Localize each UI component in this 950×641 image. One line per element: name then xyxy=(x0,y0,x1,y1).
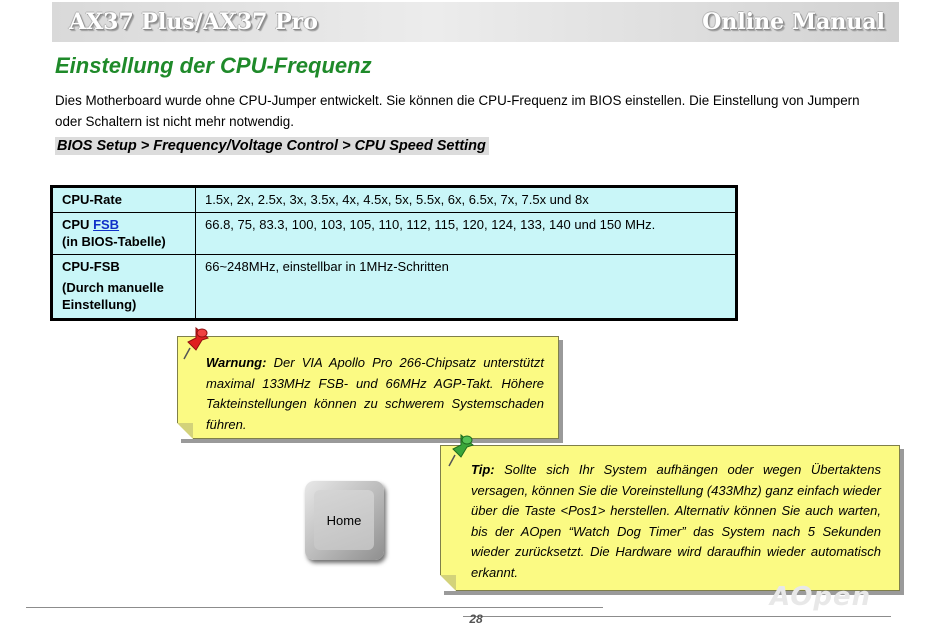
row-label xyxy=(52,187,196,213)
online-manual-title: Online Manual xyxy=(702,9,885,35)
table-row xyxy=(52,187,737,213)
row-label-text: CPU-FSB xyxy=(62,259,120,274)
tip-text: Sollte sich Ihr System aufhängen oder wegen Übertaktens versagen, können Sie die Voreinstellung (433Mhz) ganz einfach wieder über die Taste <Pos1> herstellen. Alternativ können Sie auch warten, bis der AOpen “Watch Dog Timer” das System nach 5 Sekunden wieder zurücksetzt. Die Hardware wird daraufhin wieder automatisch erkannt. xyxy=(471,462,881,580)
green-pushpin-icon xyxy=(447,433,477,467)
aopen-logo-watermark: AOpen xyxy=(770,582,872,612)
page-number: 28 xyxy=(469,612,483,626)
home-button-label: Home xyxy=(326,512,362,528)
table-row xyxy=(52,213,737,255)
tip-lead: Tip: xyxy=(471,462,495,477)
tip-note xyxy=(440,445,900,591)
warning-text: Der VIA Apollo Pro 266-Chipsatz unterstützt maximal 133MHz FSB- und 66MHz AGP-Takt. Höhere Takteinstellungen können zu schwerem Systemschaden führen. xyxy=(206,355,544,432)
warning-lead: Warnung: xyxy=(206,355,267,370)
footer-divider xyxy=(26,607,603,608)
row-value: 1.5x, 2x, 2.5x, 3x, 3.5x, 4x, 4.5x, 5x, 5.5x, 6x, 6.5x, 7x, 7.5x und 8x xyxy=(196,187,737,213)
row-label-note: (in BIOS-Tabelle) xyxy=(62,234,166,249)
page-fold-corner xyxy=(177,423,193,439)
intro-paragraph: Dies Motherboard wurde ohne CPU-Jumper entwickelt. Sie können die CPU-Frequenz im BIOS einstellen. Die Einstellung von Jumpern oder Schaltern ist nicht mehr notwendig. xyxy=(55,93,860,129)
row-value: 66.8, 75, 83.3, 100, 103, 105, 110, 112, 115, 120, 124, 133, 140 und 150 MHz. xyxy=(196,213,737,255)
page-fold-corner xyxy=(440,575,456,591)
fsb-link[interactable]: FSB xyxy=(93,217,120,232)
table-row xyxy=(52,255,737,320)
cpu-frequency-table xyxy=(50,185,738,321)
home-button-face xyxy=(314,490,374,550)
bios-path: BIOS Setup > Frequency/Voltage Control > CPU Speed Setting xyxy=(55,137,489,155)
row-label-text: CPU xyxy=(62,217,94,232)
row-value: 66~248MHz, einstellbar in 1MHz-Schritten xyxy=(196,255,737,320)
product-name: AX37 Plus/AX37 Pro xyxy=(69,9,318,35)
home-button[interactable] xyxy=(305,481,384,560)
row-label-note: (Durch manuelle Einstellung) xyxy=(62,280,164,312)
row-label xyxy=(52,213,196,255)
page-title: Einstellung der CPU-Frequenz xyxy=(55,53,372,78)
red-pushpin-icon xyxy=(182,326,212,360)
footer-divider xyxy=(463,616,891,617)
manual-header xyxy=(52,2,899,42)
row-label-text: CPU-Rate xyxy=(62,192,122,207)
row-label xyxy=(52,255,196,320)
warning-note xyxy=(177,336,559,439)
